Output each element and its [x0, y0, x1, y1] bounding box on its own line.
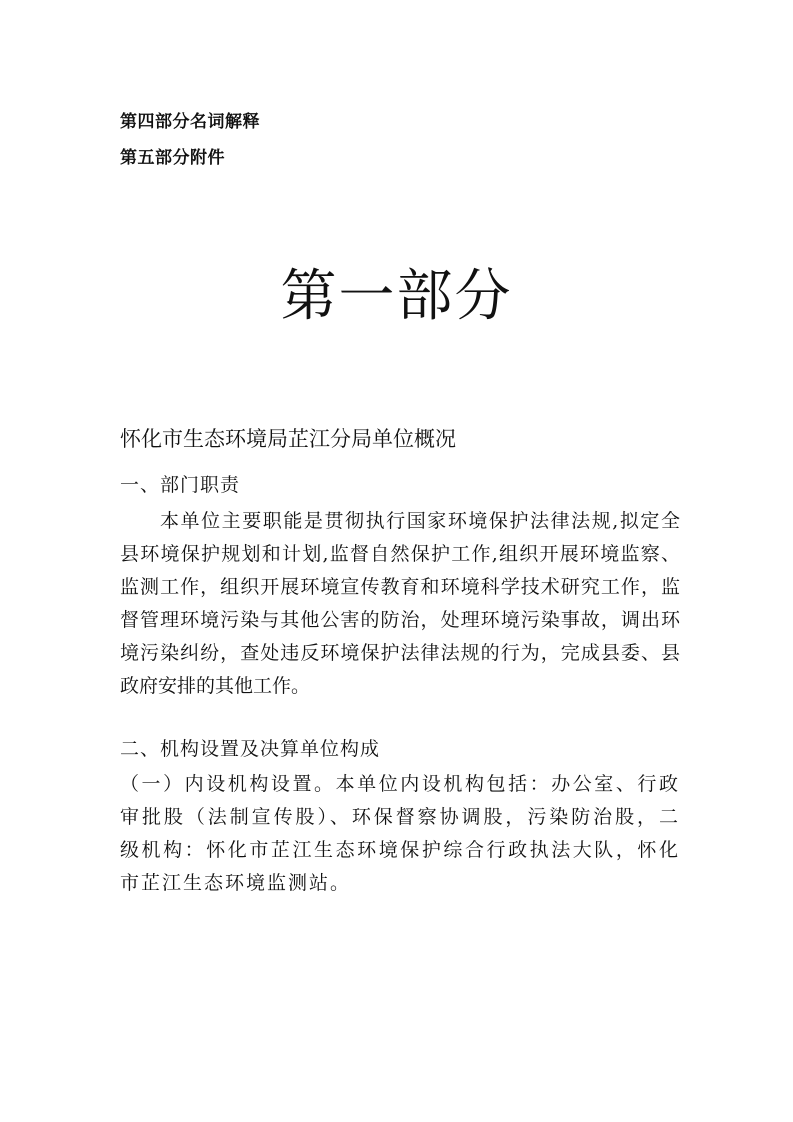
paragraph-line: 级机构：怀化市芷江生态环境保护综合行政执法大队，怀化 [120, 839, 680, 861]
paragraph-line: 本单位主要职能是贯彻执行国家环境保护法律法规,拟定全 [160, 510, 680, 532]
paragraph-line: 审批股（法制宣传股）、环保督察协调股，污染防治股，二 [120, 806, 680, 828]
paragraph-line: 境污染纠纷，查处违反环境保护法律法规的行为，完成县委、县 [120, 642, 680, 664]
paragraph-line: 督管理环境污染与其他公害的防治，处理环境污染事故，调出环 [120, 609, 680, 631]
paragraph-line: 县环境保护规划和计划,监督自然保护工作,组织开展环境监察、 [120, 543, 680, 565]
paragraph-line: 市芷江生态环境监测站。 [120, 872, 352, 894]
paragraph-line: 监测工作，组织开展环境宣传教育和环境科学技术研究工作，监 [120, 576, 680, 598]
organization-paragraph [120, 768, 680, 900]
toc-part4: 第四部分名词解释 [120, 112, 260, 132]
part-title: 第一部分 [280, 264, 513, 329]
section-heading-organization: 二、机构设置及决算单位构成 [120, 738, 381, 760]
duties-paragraph [120, 505, 680, 703]
toc-part5: 第五部分附件 [120, 148, 225, 168]
paragraph-line: （一）内设机构设置。本单位内设机构包括：办公室、行政 [120, 773, 680, 795]
section-heading-duties: 一、部门职责 [120, 474, 241, 496]
paragraph-line: 政府安排的其他工作。 [120, 675, 311, 697]
unit-overview-title: 怀化市生态环境局芷江分局单位概况 [120, 427, 456, 451]
